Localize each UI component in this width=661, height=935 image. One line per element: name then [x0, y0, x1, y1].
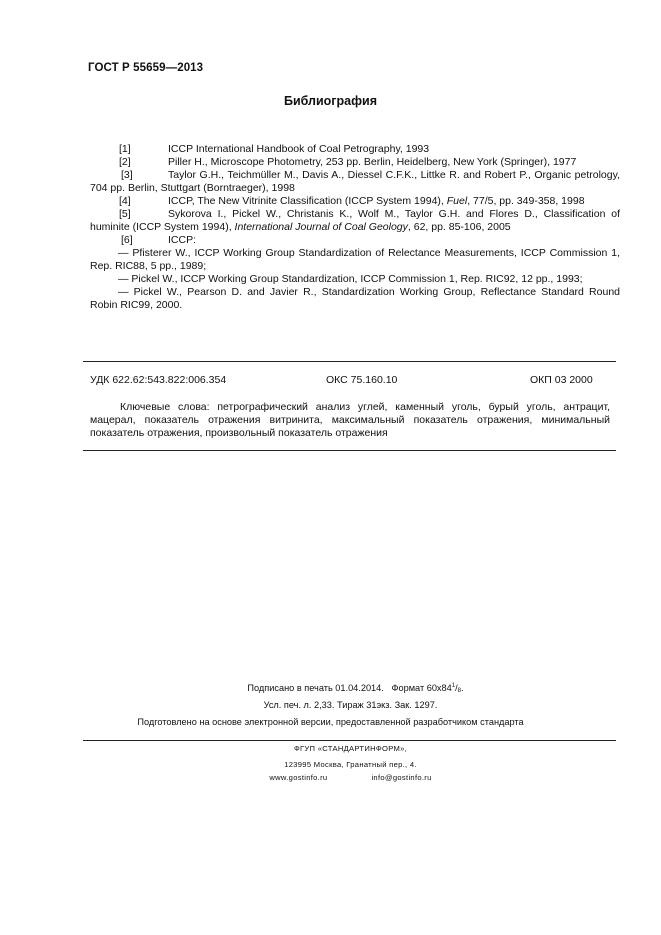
- reference-number: [4]: [119, 195, 131, 207]
- signed-date: Подписано в печать 01.04.2014.: [247, 683, 384, 693]
- format-end: .: [461, 683, 464, 693]
- sub-reference-item: — Pfisterer W., ICCP Working Group Standardization of Relectance Measurements, ICCP Commission 1, Rep. RIC88, 5 pp., 1989;: [90, 247, 620, 272]
- format-denominator: 8: [457, 688, 461, 694]
- imprint-signed-line: Подписано в печать 01.04.2014. Формат $60х84^1/_8$.: [247, 683, 464, 694]
- reference-number: [6]: [121, 234, 133, 246]
- publisher-email: info@gostinfo.ru: [371, 773, 432, 782]
- reference-number: [2]: [119, 156, 131, 168]
- journal-title: Fuel: [446, 195, 468, 207]
- reference-text: Sykorova I., Pickel W., Christanis K., Wolf M., Taylor G.H. and Flores D., Classification of huminite (ICCP System 1994),: [90, 208, 620, 233]
- reference-text: Taylor G.H., Teichmüller M., Davis A., Diessel C.F.K., Littke R. and Robert P., Organic petrology, 704 pp. Berlin, Stuttgart (Borntraeger), 1998: [90, 169, 620, 194]
- publisher-address: 123995 Москва, Гранатный пер., 4.: [284, 760, 417, 769]
- udk-code: УДК 622.62:543.822:006.354: [90, 374, 227, 386]
- keywords-paragraph: [90, 401, 610, 440]
- publisher-website: www.gostinfo.ru: [269, 773, 328, 782]
- divider-top: [83, 361, 616, 362]
- imprint-prepared-note: Подготовлено на основе электронной версии, предоставленной разработчиком стандарта: [137, 717, 524, 727]
- journal-title: International Journal of Coal Geology: [234, 221, 408, 233]
- keywords-text: Ключевые слова: петрографический анализ углей, каменный уголь, бурый уголь, антрацит, мацерал, показатель отражения витринита, максимальный показатель отражения, минимальный показатель отражения, произвольный показатель отражения: [90, 401, 610, 439]
- reference-item: [90, 208, 620, 234]
- reference-text: Piller H., Microscope Photometry, 253 pp. Berlin, Heidelberg, New York (Springer), 1977: [168, 156, 577, 168]
- reference-item: [90, 156, 620, 169]
- publisher-name: ФГУП «СТАНДАРТИНФОРМ»,: [293, 744, 408, 753]
- standard-number: ГОСТ Р 55659—2013: [88, 62, 204, 74]
- bibliography-list: [90, 143, 620, 312]
- oks-code: ОКС 75.160.10: [326, 374, 398, 386]
- okp-code: ОКП 03 2000: [530, 374, 593, 386]
- sub-reference-item: — Pickel W., ICCP Working Group Standardization, ICCP Commission 1, Rep. RIC92, 12 pp., 1993;: [118, 273, 583, 285]
- reference-number: [1]: [119, 143, 131, 155]
- imprint-print-info: Усл. печ. л. 2,33. Тираж 31экз. Зак. 1297.: [263, 700, 438, 710]
- format-numerator: 1: [451, 683, 456, 689]
- reference-text: ICCP, The New Vitrinite Classification (ICCP System 1994),: [168, 195, 447, 207]
- classification-row: [90, 374, 610, 388]
- reference-item: [90, 195, 620, 208]
- reference-text: ICCP:: [168, 234, 197, 246]
- publisher-contacts: [0, 773, 661, 782]
- reference-number: [5]: [119, 208, 131, 220]
- reference-number: [3]: [121, 169, 133, 181]
- reference-item: [90, 234, 620, 247]
- bibliography-title: Библиография: [283, 94, 378, 108]
- divider-bottom: [83, 450, 616, 451]
- format-label: Формат 60х84: [391, 683, 452, 693]
- reference-text: ICCP International Handbook of Coal Petrography, 1993: [168, 143, 430, 155]
- reference-item: [90, 169, 620, 195]
- reference-item: [90, 143, 620, 156]
- divider-publisher: [83, 740, 616, 741]
- reference-text-tail: , 77/5, pp. 349-358, 1998: [467, 195, 585, 207]
- sub-reference-item: — Pickel W., Pearson D. and Javier R., Standardization Working Group, Reflectance Standard Round Robin RIC99, 2000.: [90, 286, 620, 311]
- reference-text-tail: , 62, pp. 85-106, 2005: [407, 221, 511, 233]
